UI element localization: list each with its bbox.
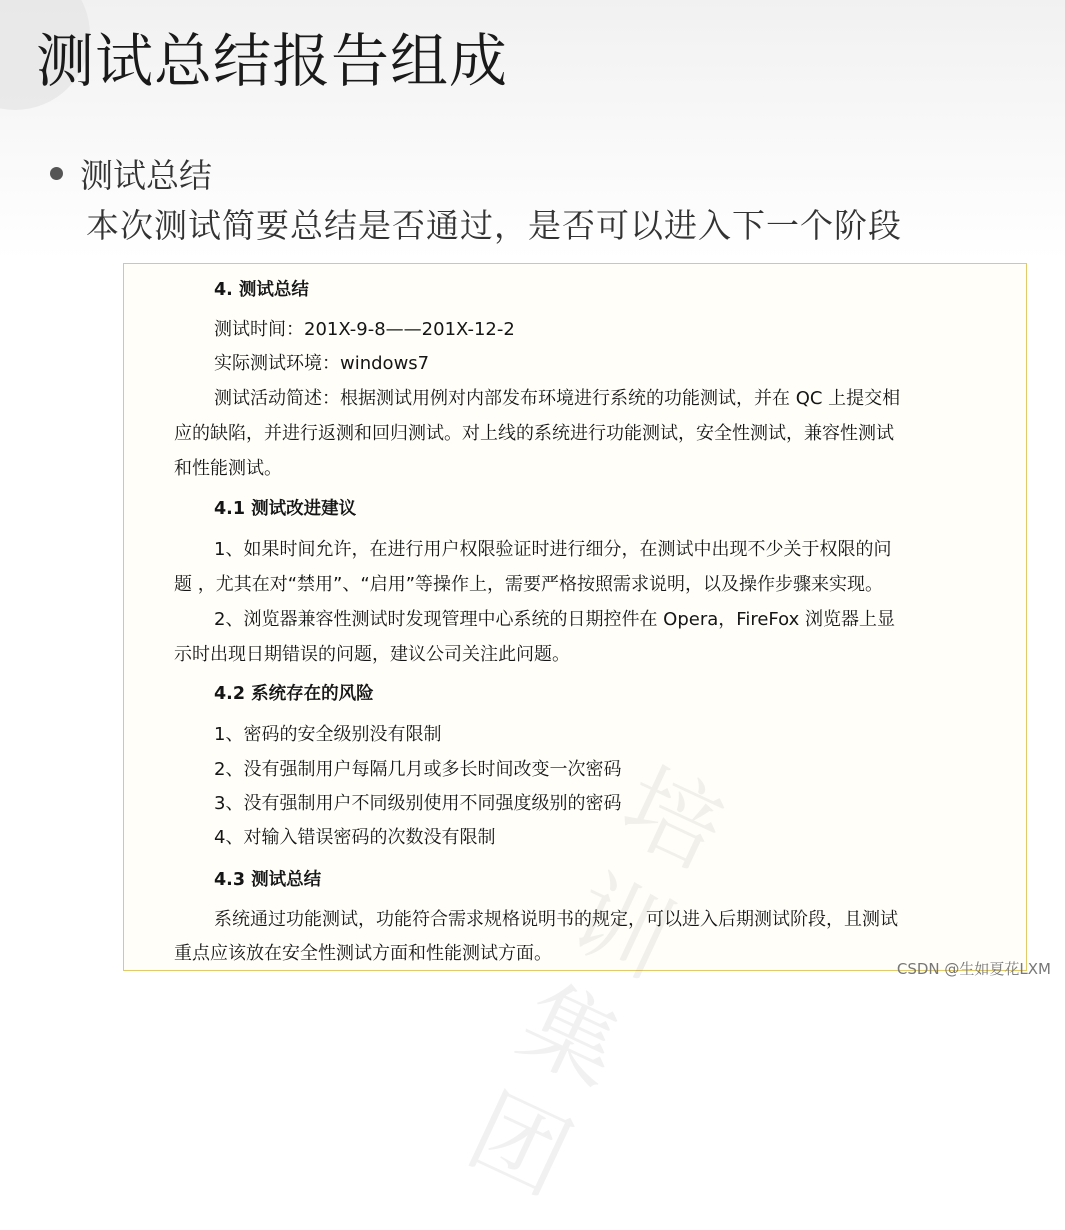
bullet-subtitle: 本次测试简要总结是否通过，是否可以进入下一个阶段 — [86, 206, 902, 245]
activity-line-1: 测试活动简述：根据测试用例对内部发布环境进行系统的功能测试，并在 QC 上提交相 — [214, 388, 901, 409]
activity-line-2: 应的缺陷，并进行返测和回归测试。对上线的系统进行功能测试，安全性测试，兼容性测试 — [174, 423, 894, 444]
test-time: 测试时间：201X-9-8——201X-12-2 — [214, 319, 515, 340]
slide-title: 测试总结报告组成 — [36, 27, 509, 95]
suggestion-2-line-2: 示时出现日期错误的问题，建议公司关注此问题。 — [174, 644, 570, 665]
summary-line-2: 重点应该放在安全性测试方面和性能测试方面。 — [174, 943, 552, 964]
section-4-1-heading: 4.1 测试改进建议 — [214, 499, 357, 519]
test-environment: 实际测试环境：windows7 — [214, 353, 430, 374]
summary-line-1: 系统通过功能测试，功能符合需求规格说明书的规定，可以进入后期测试阶段，且测试 — [214, 909, 898, 930]
document-excerpt — [123, 263, 1027, 1216]
risk-item: 2、没有强制用户每隔几月或多长时间改变一次密码 — [214, 759, 622, 780]
csdn-watermark: CSDN @生如夏花LXM — [896, 960, 1051, 978]
section-4-2-heading: 4.2 系统存在的风险 — [214, 684, 374, 704]
suggestion-1-line-1: 1、如果时间允许，在进行用户权限验证时进行细分，在测试中出现不少关于权限的问 — [214, 539, 892, 560]
section-4-heading: 4. 测试总结 — [214, 280, 309, 300]
bullet-text: 测试总结 — [80, 156, 212, 195]
suggestion-1-line-2: 题 ，尤其在对“禁用”、“启用”等操作上，需要严格按照需求说明，以及操作步骤来实现。 — [174, 574, 884, 595]
watermark: 培训集团 — [452, 747, 740, 1216]
bullet-row — [50, 150, 212, 197]
risk-item: 3、没有强制用户不同级别使用不同强度级别的密码 — [214, 793, 622, 814]
section-4-3-heading: 4.3 测试总结 — [214, 870, 322, 890]
activity-line-3: 和性能测试。 — [174, 458, 282, 479]
suggestion-2-line-1: 2、浏览器兼容性测试时发现管理中心系统的日期控件在 Opera，FireFox 浏览器上显 — [214, 609, 895, 630]
risk-item: 1、密码的安全级别没有限制 — [214, 724, 442, 745]
bullet-dot-icon — [50, 167, 63, 180]
risk-item: 4、对输入错误密码的次数没有限制 — [214, 827, 496, 848]
